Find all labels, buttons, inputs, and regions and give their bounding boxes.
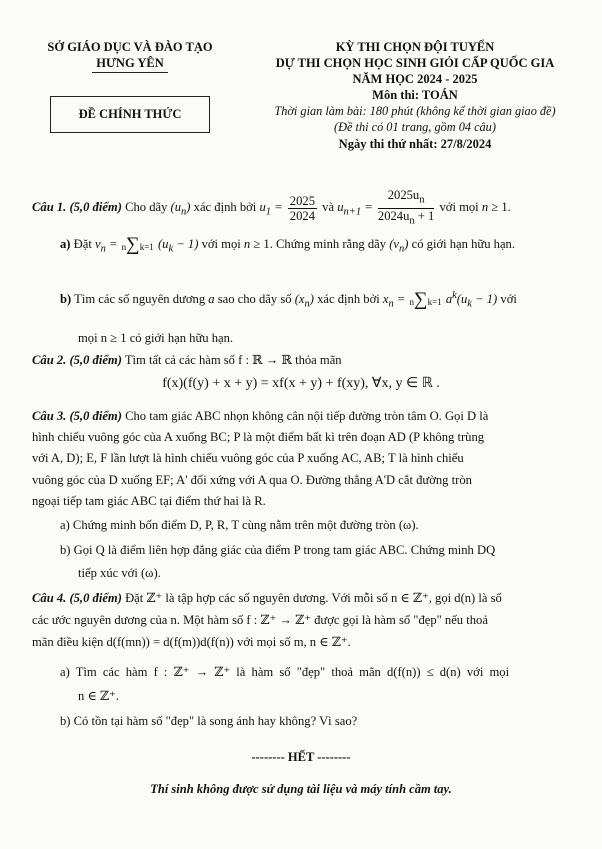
q4-line1: Câu 4. (5,0 điểm) Đặt ℤ⁺ là tập hợp các số nguyên dương. Với mỗi số n ∈ ℤ⁺, gọi d(n) là số <box>32 591 502 605</box>
q1-line1: Câu 1. (5,0 điểm) Cho dãy $(u_n)$ xác định bởi $u_1$ = $\frac{2025}{2024}$ và $u_{n+1}$ = $\frac{2025u_n}{2024u_n + 1}$ với mọi n ≥ 1. <box>32 188 511 227</box>
q4-part-a-cont: n ∈ ℤ⁺. <box>78 689 119 703</box>
pages-note: (Đề thi có 01 trang, gồm 04 câu) <box>334 120 496 134</box>
exam-title-line1: KỲ THI CHỌN ĐỘI TUYỂN <box>335 40 495 54</box>
q3-line4: vuông góc của D xuống EF; A' đối xứng với A qua O. Đường thẳng A'D cắt đường tròn <box>32 473 472 487</box>
q2-line1: Câu 2. (5,0 điểm) Tìm tất cả các hàm số f : ℝ → ℝ thỏa mãn <box>32 353 342 367</box>
q4-line3: mãn điều kiện d(f(mn)) = d(f(m))d(f(n)) với mọi số m, n ∈ ℤ⁺. <box>32 635 351 649</box>
department-name: SỞ GIÁO DỤC VÀ ĐÀO TẠO <box>47 40 213 54</box>
q4-line2: các ước nguyên dương của n. Một hàm số f : ℤ⁺ → ℤ⁺ được gọi là hàm số "đẹp" nếu thoả <box>32 613 488 627</box>
official-label: ĐỀ CHÍNH THỨC <box>78 107 182 121</box>
province-name: HƯNG YÊN <box>96 56 164 70</box>
q4-part-a: a) Tìm các hàm f : ℤ⁺ → ℤ⁺ là hàm số "đẹp" thoả mãn d(f(n)) ≤ d(n) với mọi <box>60 665 510 679</box>
q1-part-b: b) Tìm các số nguyên dương a sao cho dãy số $(x_n)$ xác định bởi $x_n = n\sum k=1$ $a^k(u_k - 1)$ với <box>60 289 517 311</box>
q3-line5: ngoại tiếp tam giác ABC tại điểm thứ hai là R. <box>32 494 266 508</box>
end-mark: -------- HẾT -------- <box>251 750 351 764</box>
exam-title-line2: DỰ THI CHỌN HỌC SINH GIỎI CẤP QUỐC GIA <box>275 56 555 70</box>
q4-label: Câu 4. (5,0 điểm) <box>32 591 122 605</box>
province-underline <box>92 72 168 73</box>
q1-part-b-cont: mọi n ≥ 1 có giới hạn hữu hạn. <box>78 331 234 345</box>
subject: Môn thi: TOÁN <box>372 88 458 102</box>
q3-line3: với A, D); E, F lần lượt là hình chiếu vuông góc của P xuống AC, AB; T là hình chiếu <box>32 451 464 465</box>
q3-label: Câu 3. (5,0 điểm) <box>32 409 122 423</box>
q3-line2: hình chiếu vuông góc của A xuống BC; P là một điểm bất kì trên đoạn AD (P không trùng <box>32 430 485 444</box>
q3-part-b: b) Gọi Q là điểm liên hợp đẳng giác của điểm P trong tam giác ABC. Chứng minh DQ <box>60 543 496 557</box>
q4-part-b: b) Có tồn tại hàm số "đẹp" là song ánh hay không? Vì sao? <box>60 714 358 728</box>
school-year: NĂM HỌC 2024 - 2025 <box>352 72 478 86</box>
q1-label: Câu 1. (5,0 điểm) <box>32 199 122 214</box>
q3-part-b-cont: tiếp xúc với (ω). <box>78 566 161 580</box>
duration: Thời gian làm bài: 180 phút (không kể thời gian giao đề) <box>274 104 556 118</box>
q3-part-a: a) Chứng minh bốn điểm D, P, R, T cùng nằm trên một đường tròn (ω). <box>60 518 419 532</box>
q2-equation: f(x)(f(y) + x + y) = xf(x + y) + f(xy), ∀x, y ∈ ℝ . <box>162 376 440 391</box>
q1-part-a: a) Đặt $v_n = n\sum k=1$ $(u_k - 1)$ với mọi n ≥ 1. Chứng minh rằng dãy $(v_n)$ có giới hạn hữu hạn. <box>60 234 515 255</box>
q3-line1: Câu 3. (5,0 điểm) Cho tam giác ABC nhọn không cân nội tiếp đường tròn tâm O. Gọi D là <box>32 409 489 423</box>
official-exam-box <box>50 96 210 133</box>
exam-date: Ngày thi thứ nhất: 27/8/2024 <box>338 137 492 151</box>
footer-note: Thí sinh không được sử dụng tài liệu và máy tính cầm tay. <box>150 782 452 796</box>
q2-label: Câu 2. (5,0 điểm) <box>32 353 122 367</box>
